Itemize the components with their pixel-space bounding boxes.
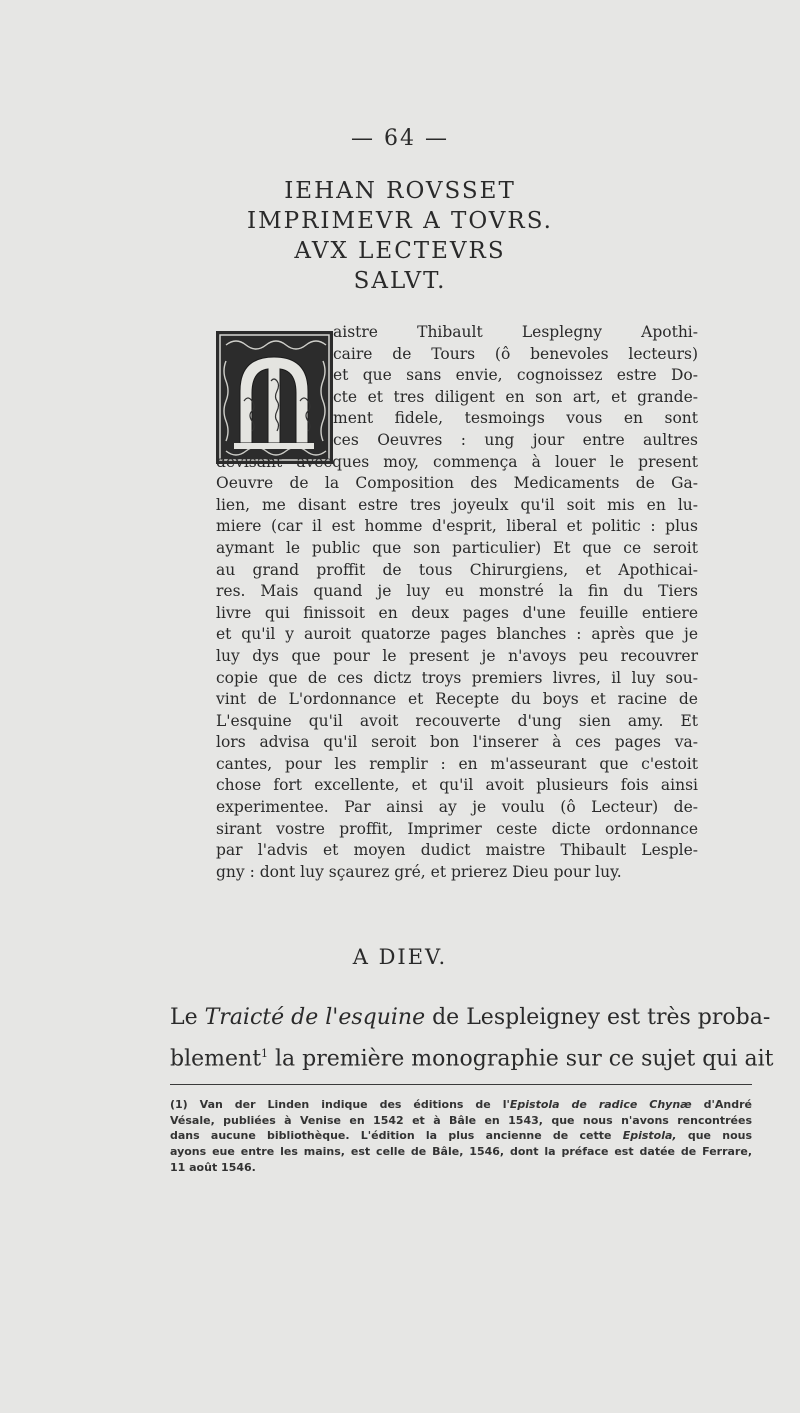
text-line: ces Oeuvres : ung jour entre aultres — [333, 430, 698, 449]
text-line: chose fort excellente, et qu'il avoit plusieurs fois ainsi — [216, 776, 698, 795]
text-line: par l'advis et moyen dudict maistre Thibault Lesple- — [216, 841, 698, 860]
text-line: res. Mais quand je luy eu monstré la fin du Tiers — [216, 582, 698, 601]
footnote-fragment: que nous — [676, 1129, 753, 1143]
heading-to-readers: AVX LECTEVRS — [294, 238, 506, 264]
text-line: miere (car il est homme d'esprit, liberal et politic : plus — [216, 517, 698, 536]
text-line: et qu'il y auroit quatorze pages blanches : après que je — [216, 625, 698, 644]
text-line: aistre Thibault Lesplegny Apothi- — [333, 323, 698, 341]
commentary-fragment: de Lespleigney est très proba- — [425, 1005, 771, 1030]
text-line: vint de L'ordonnance et Recepte du boys et racine de — [216, 690, 698, 709]
commentary-line — [170, 1039, 774, 1074]
footnote-fragment: d'André — [691, 1098, 752, 1111]
text-line: caire de Tours (ô benevoles lecteurs) — [333, 344, 698, 363]
commentary-text — [170, 1003, 774, 1074]
heading-printer-place: IMPRIMEVR A TOVRS. — [247, 208, 553, 234]
footnote-fragment: dans aucune bibliothèque. L'édition la plus ancienne de cette — [170, 1129, 623, 1143]
commentary-fragment: blement — [170, 1046, 262, 1072]
footnote-italic: Epistola de radice Chynæ — [509, 1098, 692, 1111]
footnote — [170, 1097, 752, 1176]
heading-salute: SALVT. — [353, 268, 447, 294]
text-line: lors advisa qu'il seroit bon l'inserer à ces pages va- — [216, 733, 698, 752]
footnote-line: 11 août 1546. — [170, 1160, 256, 1174]
text-line: devisant avecques moy, commença à louer le present — [216, 452, 698, 471]
footnote-marker: 1 — [261, 1047, 269, 1060]
footnote-line: Vésale, publiées à Venise en 1542 et à Bâle en 1543, que nous n'avons rencontrées — [170, 1113, 752, 1127]
footnote-rule — [170, 1084, 752, 1085]
footnote-line: ayons eue entre les mains, est celle de Bâle, 1546, dont la préface est datée de Ferrare, — [170, 1145, 752, 1159]
preface-text-wrap — [216, 322, 698, 883]
commentary-fragment: la première monographie sur ce sujet qui ait — [268, 1046, 774, 1072]
title-block — [0, 176, 800, 296]
commentary-title-italic: Traicté de l'esquine — [204, 1005, 426, 1030]
text-line: livre qui finissoit en deux pages d'une feuille entiere — [216, 603, 698, 622]
text-line: ment fidele, tesmoings vous en sont — [333, 409, 698, 428]
text-line: L'esquine qu'il avoit recouverte d'ung sien amy. Et — [216, 711, 698, 730]
footnote-fragment: (1) Van der Linden indique des éditions de l' — [170, 1098, 510, 1111]
text-line: luy dys que pour le present je n'avoys peu recouvrer — [216, 646, 698, 665]
footnote-line — [170, 1097, 752, 1113]
text-line: copie que de ces dictz troys premiers livres, il luy sou- — [216, 668, 698, 687]
page-number: — 64 — — [351, 126, 449, 151]
text-line: experimentee. Par ainsi ay je voulu (ô Lecteur) de- — [216, 798, 698, 817]
footnote-line — [170, 1128, 752, 1144]
closing-adieu: A DIEV. — [352, 945, 448, 969]
text-line: Oeuvre de la Composition des Medicaments de Ga- — [216, 474, 698, 493]
text-line: au grand proffit de tous Chirurgiens, et Apothicai- — [216, 560, 698, 579]
text-line: gny : dont luy sçaurez gré, et prierez Dieu pour luy. — [216, 862, 622, 881]
heading-printer-name: IEHAN ROVSSET — [284, 178, 516, 204]
text-line: cte et tres diligent en son art, et grande- — [333, 387, 698, 406]
footnote-italic: Epistola, — [622, 1129, 677, 1143]
commentary-fragment: Le — [170, 1005, 205, 1030]
commentary-line — [170, 1003, 771, 1033]
text-line: sirant vostre proffit, Imprimer ceste dicte ordonnance — [216, 819, 698, 838]
text-line: et que sans envie, cognoissez estre Do- — [333, 366, 698, 385]
text-line: aymant le public que son particulier) Et que ce seroit — [216, 538, 698, 557]
text-line: cantes, pour les remplir : en m'asseurant que c'estoit — [216, 754, 698, 773]
text-line: lien, me disant estre tres joyeulx qu'il soit mis en lu- — [216, 495, 698, 514]
